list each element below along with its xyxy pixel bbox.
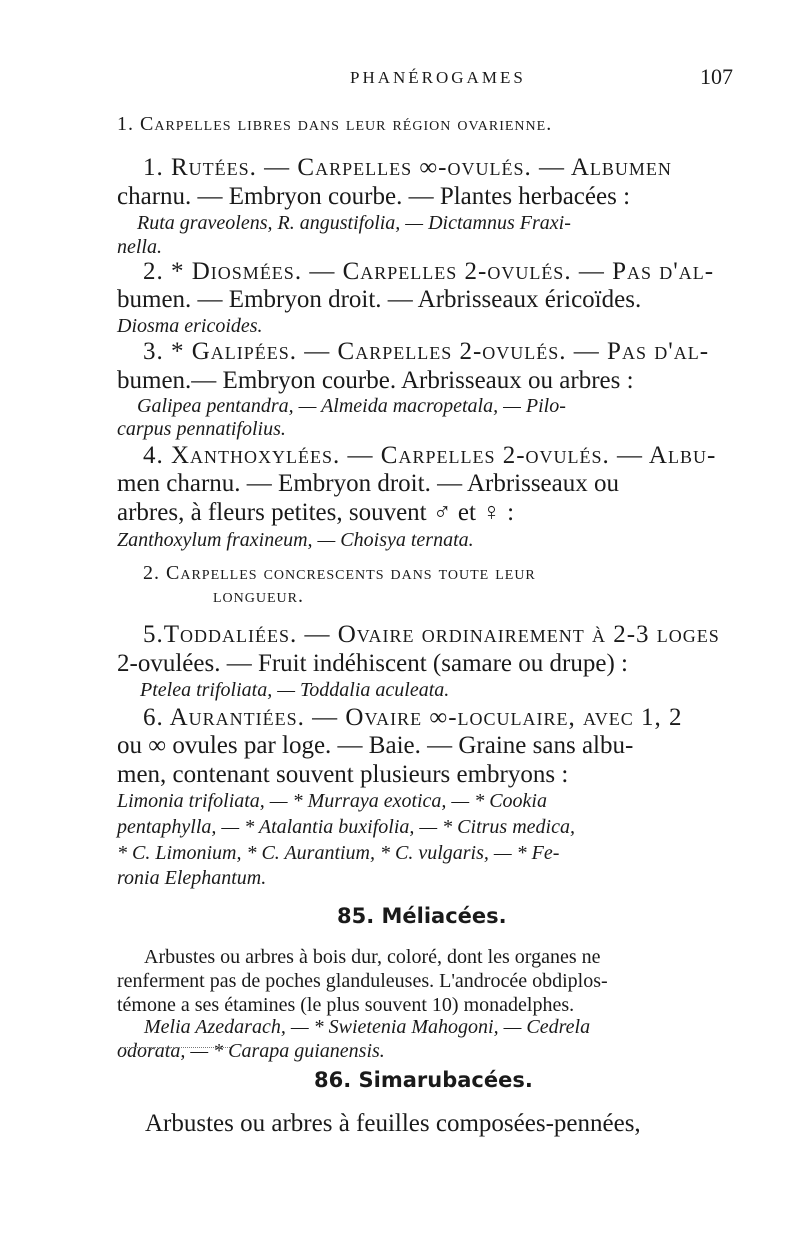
section-heading-2-continued: longueur. (213, 585, 304, 607)
paragraph-line: charnu. — Embryon courbe. — Plantes herbacées : (117, 183, 631, 210)
species-line: Limonia trifoliata, — * Murraya exotica, — * Cookia (117, 790, 547, 812)
species-line: ronia Elephantum. (117, 867, 267, 889)
paragraph-line: bumen.— Embryon courbe. Arbrisseaux ou arbres : (117, 367, 634, 394)
species-line: Zanthoxylum fraxineum, — Choisya ternata. (117, 529, 474, 551)
paragraph-line: témone a ses étamines (le plus souvent 10) monadelphes. (117, 994, 575, 1016)
paragraph-line: 2. * Diosmées. — Carpelles 2-ovulés. — Pas d'al- (143, 258, 715, 285)
species-line: Ruta graveolens, R. angustifolia, — Dictamnus Fraxi- (137, 212, 571, 234)
species-line: odorata, — * Carapa guianensis. (117, 1040, 385, 1062)
paragraph-line: 5.Toddaliées. — Ovaire ordinairement à 2-3 loges (143, 621, 720, 648)
species-line: Diosma ericoides. (117, 315, 263, 337)
species-line: Ptelea trifoliata, — Toddalia aculeata. (140, 679, 450, 701)
section-heading-2: 2. Carpelles concrescents dans toute leur (143, 562, 536, 584)
species-line: * C. Limonium, * C. Aurantium, * C. vulgaris, — * Fe- (117, 842, 560, 864)
family-heading-85: 85. Méliacées. (337, 904, 507, 928)
paragraph-line: 6. Aurantiées. — Ovaire ∞-loculaire, avec 1, 2 (143, 704, 683, 731)
species-line: Melia Azedarach, — * Swietenia Mahogoni, — Cedrela (144, 1016, 591, 1038)
section-heading-1: 1. Carpelles libres dans leur région ovarienne. (117, 113, 553, 135)
divider-rule (120, 1047, 230, 1048)
species-line: nella. (117, 236, 162, 258)
running-title: PHANÉROGAMES (350, 68, 526, 87)
paragraph-line: renferment pas de poches glanduleuses. L'androcée obdiplos- (117, 970, 608, 992)
paragraph-line: 3. * Galipées. — Carpelles 2-ovulés. — Pas d'al- (143, 338, 710, 365)
species-line: pentaphylla, — * Atalantia buxifolia, — * Citrus medica, (117, 816, 575, 838)
paragraph-line: 1. Rutées. — Carpelles ∞-ovulés. — Albumen (143, 154, 672, 181)
family-heading-86: 86. Simarubacées. (314, 1068, 533, 1092)
paragraph-line: 4. Xanthoxylées. — Carpelles 2-ovulés. — Albu- (143, 442, 717, 469)
paragraph-line: bumen. — Embryon droit. — Arbrisseaux éricoïdes. (117, 286, 642, 313)
paragraph-line: men, contenant souvent plusieurs embryons : (117, 761, 569, 788)
paragraph-line: Arbustes ou arbres à bois dur, coloré, dont les organes ne (144, 946, 601, 968)
paragraph-line: men charnu. — Embryon droit. — Arbrisseaux ou (117, 470, 619, 497)
species-line: Galipea pentandra, — Almeida macropetala, — Pilo- (137, 395, 566, 417)
page-number: 107 (700, 64, 733, 89)
paragraph-line: ou ∞ ovules par loge. — Baie. — Graine sans albu- (117, 732, 634, 759)
paragraph-line: 2-ovulées. — Fruit indéhiscent (samare ou drupe) : (117, 650, 628, 677)
paragraph-line: arbres, à fleurs petites, souvent ♂ et ♀ : (117, 499, 515, 526)
species-line: carpus pennatifolius. (117, 418, 286, 440)
paragraph-line: Arbustes ou arbres à feuilles composées-pennées, (145, 1110, 641, 1137)
